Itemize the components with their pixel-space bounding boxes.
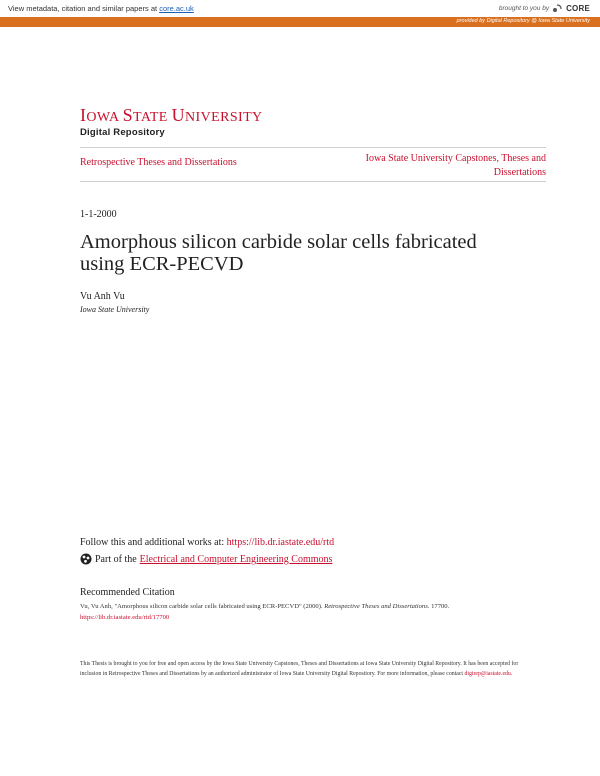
core-logo: CORE [566,3,590,13]
core-link[interactable]: core.ac.uk [159,4,194,13]
follow-link[interactable]: https://lib.dr.iastate.edu/rtd [226,537,335,548]
contact-email-link[interactable]: digirep@iastate.edu [464,671,511,677]
publication-date: 1-1-2000 [80,209,117,220]
author-name[interactable]: Vu Anh Vu [80,291,125,302]
divider-bottom [80,181,546,182]
core-brought-by[interactable]: brought to you by CORE [498,3,590,13]
core-provider-bar [0,17,600,27]
commons-link[interactable]: Electrical and Computer Engineering Commons [139,553,333,565]
follow-line: Follow this and additional works at: https://lib.dr.iastate.edu/rtd [80,537,335,548]
part-of-line: Part of the Electrical and Computer Engineering Commons [80,553,332,565]
commons-network-icon [80,553,92,565]
divider-top [80,147,546,148]
citation-link[interactable]: https://lib.dr.iastate.edu/rtd/17700 [80,613,170,621]
university-name: IOWA STATE UNIVERSITY [80,105,263,125]
citation-text: Vu, Vu Anh, "Amorphous silicon carbide solar cells fabricated using ECR-PECVD" (2000). Retrospective Theses and Dissertations. 17700. https://lib.dr.iastate.edu/rtd/17700 [80,603,450,621]
core-banner [0,0,600,17]
core-metadata-text: View metadata, citation and similar papers at core.ac.uk [8,4,194,13]
author-affiliation: Iowa State University [80,305,150,314]
collection-link-right[interactable]: Iowa State University Capstones, Theses and Dissertations [365,153,546,178]
access-notice: This Thesis is brought to you for free and open access by the Iowa State University Capstones, Theses and Dissertations at Iowa State University Digital Repository. It has been accepted for inclusion in Retrospective Theses and Dissertations by an authorized administrator of Iowa State University Digital Repository. For more information, please contact digirep@iastate.edu. [80,661,519,677]
provider-text: provided by Digital Repository @ Iowa State University [456,18,590,24]
core-icon [552,3,563,13]
isu-logo[interactable] [80,106,263,138]
repository-subtitle: Digital Repository [80,127,165,138]
paper-title: Amorphous silicon carbide solar cells fabricated using ECR-PECVD [80,231,477,275]
recommended-citation-heading: Recommended Citation [80,587,175,598]
collection-link-left[interactable]: Retrospective Theses and Dissertations [80,157,237,168]
